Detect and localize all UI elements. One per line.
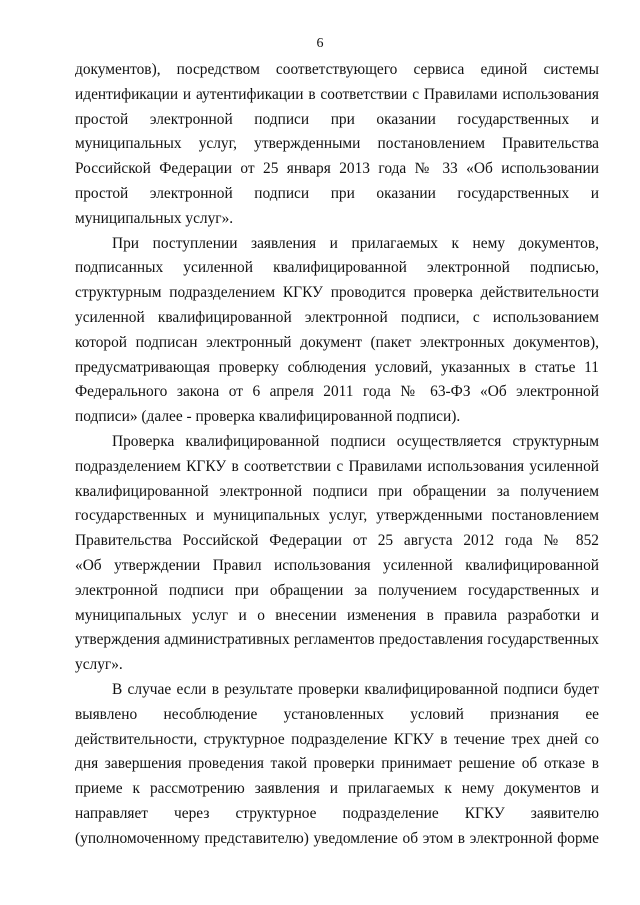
text-line: дня завершения проведения такой проверки принимает решение об отказе в bbox=[75, 755, 599, 773]
text-line: квалифицированной электронной подписи при обращении за получением bbox=[75, 482, 599, 500]
text-line: муниципальных услуг и о внесении изменения в правила разработки и bbox=[75, 606, 599, 624]
text-line: Российской Федерации от 25 января 2013 года № 33 «Об использовании bbox=[75, 160, 599, 178]
text-line: приеме к рассмотрению заявления и прилагаемых к нему документов и bbox=[75, 780, 599, 798]
text-line: Проверка квалифицированной подписи осуществляется структурным bbox=[112, 432, 599, 450]
text-line: направляет через структурное подразделение КГКУ заявителю bbox=[75, 804, 599, 822]
text-line: которой подписан электронный документ (пакет электронных документов), bbox=[75, 333, 599, 351]
text-line: идентификации и аутентификации в соответствии с Правилами использования bbox=[75, 85, 599, 103]
body-text bbox=[75, 58, 599, 852]
text-line: муниципальных услуг». bbox=[75, 209, 234, 227]
text-line: «Об утверждении Правил использования усиленной квалифицированной bbox=[75, 556, 599, 574]
text-line: Федерального закона от 6 апреля 2011 года № 63-ФЗ «Об электронной bbox=[75, 383, 599, 401]
text-line: утверждения административных регламентов предоставления государственных bbox=[75, 631, 599, 649]
text-line: В случае если в результате проверки квалифицированной подписи будет bbox=[112, 680, 599, 698]
text-line: подразделением КГКУ в соответствии с Правилами использования усиленной bbox=[75, 457, 599, 475]
text-line: При поступлении заявления и прилагаемых к нему документов, bbox=[112, 234, 599, 252]
text-line: действительности, структурное подразделение КГКУ в течение трех дней со bbox=[75, 730, 599, 748]
text-line: структурным подразделением КГКУ проводится проверка действительности bbox=[75, 284, 599, 302]
page-number: 6 bbox=[316, 36, 324, 51]
text-line: подписанных усиленной квалифицированной электронной подписью, bbox=[75, 259, 599, 277]
text-line: муниципальных услуг, утвержденными постановлением Правительства bbox=[75, 135, 599, 153]
text-line: документов), посредством соответствующего сервиса единой системы bbox=[75, 61, 599, 78]
text-line: услуг». bbox=[75, 656, 123, 674]
text-line: подписи» (далее - проверка квалифицированной подписи). bbox=[75, 408, 461, 426]
text-line: выявлено несоблюдение установленных условий признания ее bbox=[75, 705, 599, 723]
text-line: государственных и муниципальных услуг, утвержденными постановлением bbox=[75, 507, 599, 525]
text-line: предусматривающая проверку соблюдения условий, указанных в статье 11 bbox=[75, 358, 599, 376]
text-line: (уполномоченному представителю) уведомление об этом в электронной форме bbox=[75, 829, 599, 847]
text-line: простой электронной подписи при оказании государственных и bbox=[75, 184, 599, 202]
text-line: Правительства Российской Федерации от 25 августа 2012 года № 852 bbox=[75, 532, 599, 550]
text-line: простой электронной подписи при оказании государственных и bbox=[75, 110, 599, 128]
text-line: усиленной квалифицированной электронной подписи, с использованием bbox=[75, 308, 599, 326]
text-line: электронной подписи при обращении за получением государственных и bbox=[75, 581, 599, 599]
